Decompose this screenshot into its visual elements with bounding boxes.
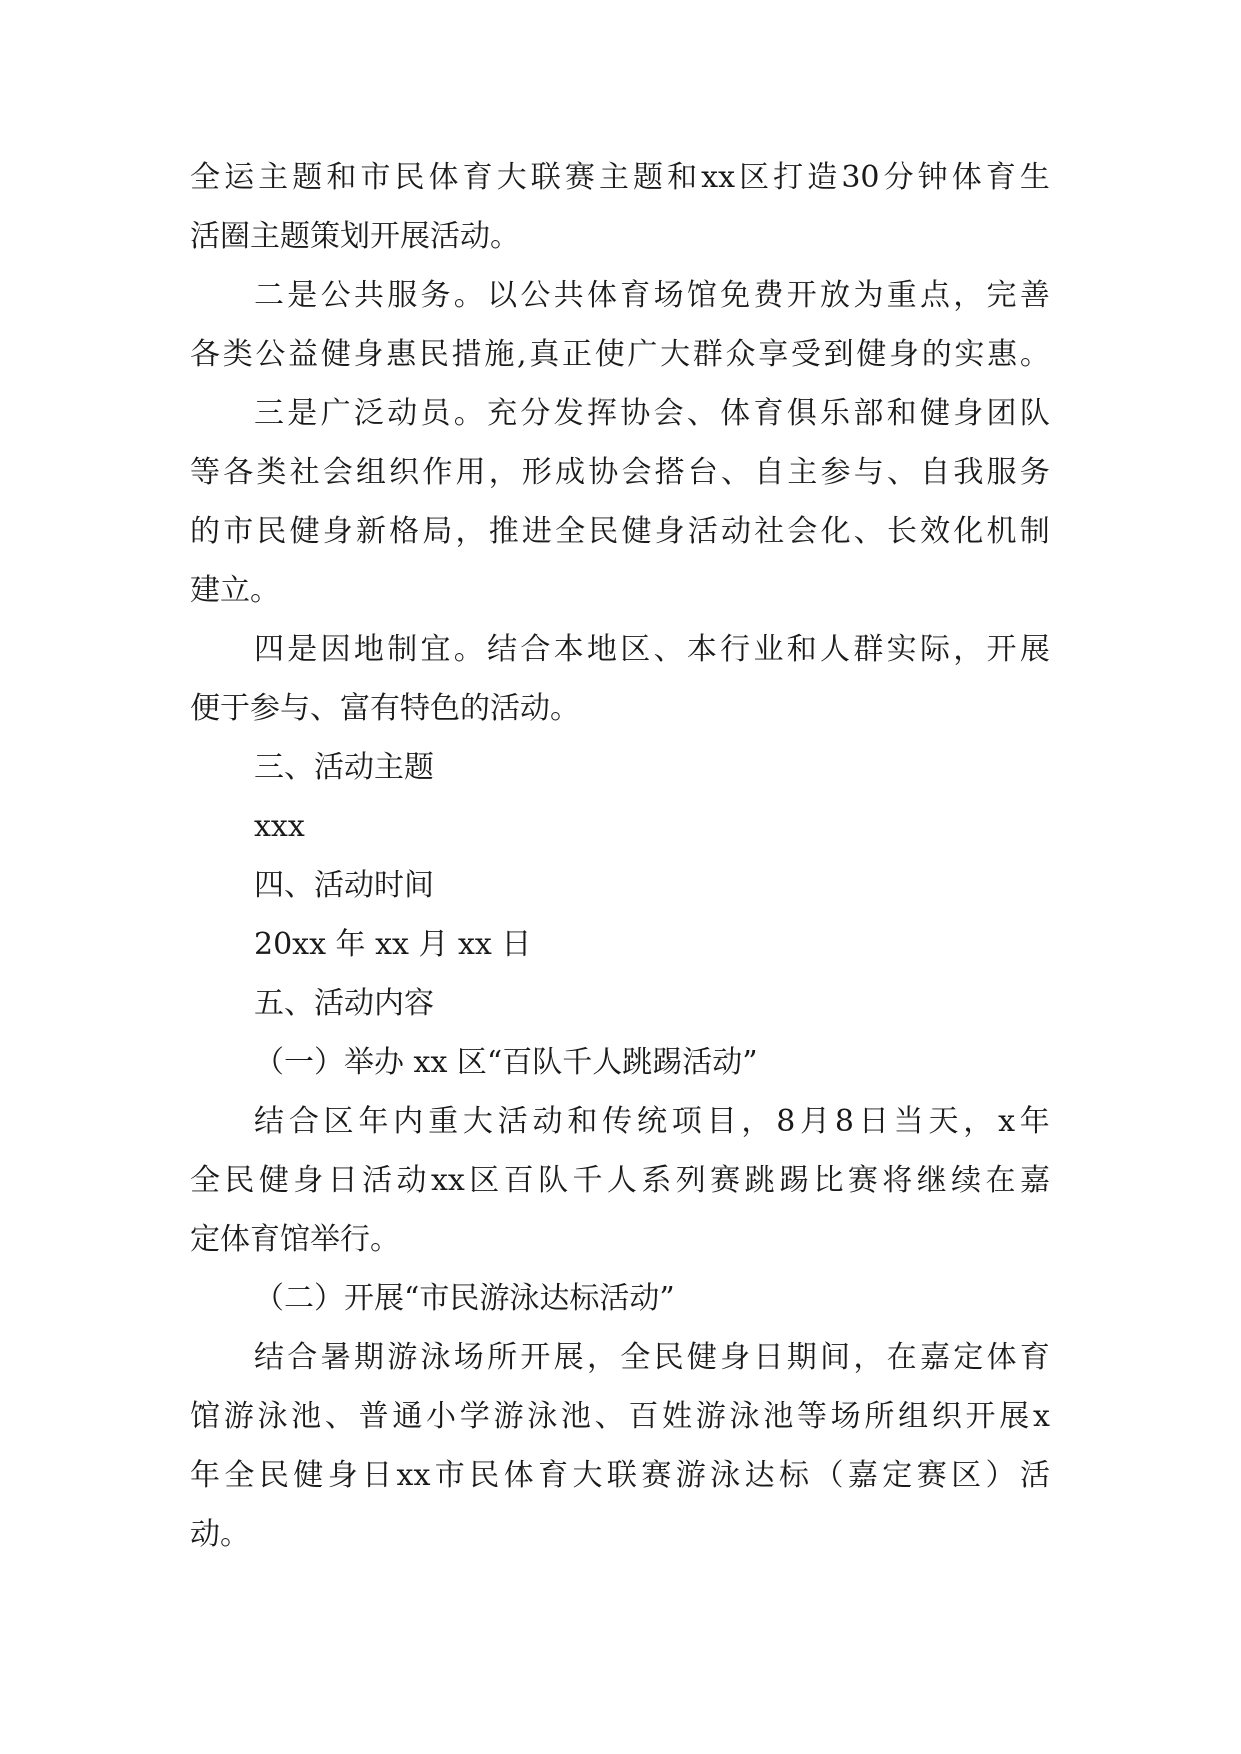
paragraph-start-line: 结 合 区 年 内 重 大 活 动 和 传 统 项 目 ， 8 月 8 日 当 天 ， x 年 <box>254 1104 1050 1139</box>
text-line: 全 运 主 题 和 市 民 体 育 大 联 赛 主 题 和 xx 区 打 造 30 分 钟 体 育 生 <box>190 160 1050 195</box>
text-line: 全 民 健 身 日 活 动 xx 区 百 队 千 人 系 列 赛 跳 踢 比 赛 将 继 续 在 嘉 <box>190 1163 1050 1198</box>
text-line: 的 市 民 健 身 新 格 局 ， 推 进 全 民 健 身 活 动 社 会 化 、 长 效 化 机 制 <box>190 514 1050 549</box>
text-line: 便于参与、富有特色的活动。 <box>190 691 580 726</box>
section-heading: 五、活动内容 <box>254 986 434 1021</box>
paragraph-start-line: 结 合 暑 期 游 泳 场 所 开 展 ， 全 民 健 身 日 期 间 ， 在 嘉 定 体 育 <box>254 1340 1050 1375</box>
document-body <box>190 158 1050 1574</box>
paragraph-start-line: 二 是 公 共 服 务 。 以 公 共 体 育 场 馆 免 费 开 放 为 重 点 ， 完 善 <box>254 278 1050 313</box>
subsection-heading: （二）开展“市民游泳达标活动” <box>254 1281 675 1316</box>
text-line: 动。 <box>190 1517 250 1552</box>
text-line: 各 类 公 益 健 身 惠 民 措 施 , 真 正 使 广 大 群 众 享 受 到 健 身 的 实 惠 。 <box>190 337 1050 372</box>
subsection-heading: （一）举办 xx 区“百队千人跳踢活动” <box>254 1045 758 1080</box>
paragraph-start-line: 三 是 广 泛 动 员 。 充 分 发 挥 协 会 、 体 育 俱 乐 部 和 健 身 团 队 <box>254 396 1050 431</box>
paragraph-start-line: 四 是 因 地 制 宜 。 结 合 本 地 区 、 本 行 业 和 人 群 实 际 ， 开 展 <box>254 632 1050 667</box>
text-line: 馆 游 泳 池 、 普 通 小 学 游 泳 池 、 百 姓 游 泳 池 等 场 所 组 织 开 展 x <box>190 1399 1050 1434</box>
text-line: 活圈主题策划开展活动。 <box>190 219 520 254</box>
section-heading: 四、活动时间 <box>254 868 434 903</box>
text-line: 定体育馆举行。 <box>190 1222 400 1257</box>
text-line: 等 各 类 社 会 组 织 作 用 ， 形 成 协 会 搭 台 、 自 主 参 与 、 自 我 服 务 <box>190 455 1050 490</box>
text-line: 年 全 民 健 身 日 xx 市 民 体 育 大 联 赛 游 泳 达 标 （ 嘉 定 赛 区 ） 活 <box>190 1458 1050 1493</box>
section-value: 20xx 年 xx 月 xx 日 <box>254 927 532 962</box>
section-value: xxx <box>254 809 305 844</box>
section-heading: 三、活动主题 <box>254 750 434 785</box>
text-line: 建立。 <box>190 573 280 608</box>
